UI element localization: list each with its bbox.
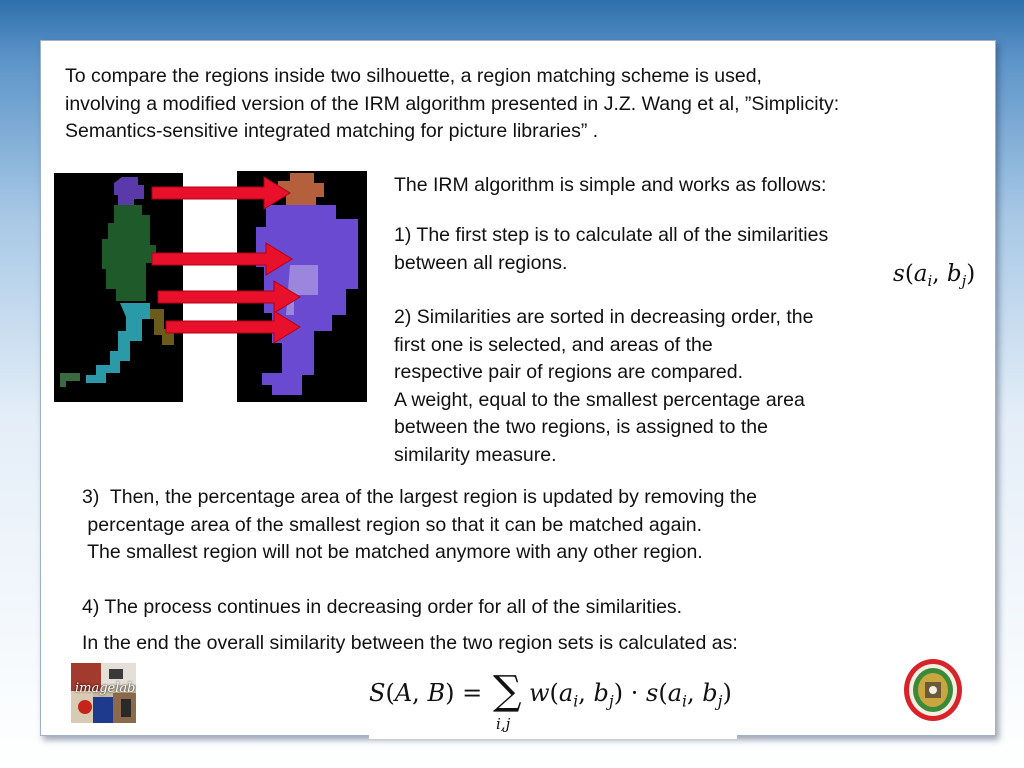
step2-line: first one is selected, and areas of the xyxy=(394,333,713,356)
intro-line: To compare the regions inside two silhouette, a region matching scheme is used, xyxy=(65,65,762,87)
step2-line: 2) Similarities are sorted in decreasing order, the xyxy=(394,306,814,328)
imagelab-logo xyxy=(71,663,136,723)
similarity-formula: $s(a_i$, $b_j$) xyxy=(893,261,976,291)
step3-line: 3) Then, the percentage area of the largest region is updated by removing the xyxy=(82,486,757,508)
conclusion-text: In the end the overall similarity between the two region sets is calculated as: xyxy=(82,632,738,654)
step1-line: 1) The first step is to calculate all of the similarities xyxy=(394,224,829,246)
slide-panel xyxy=(40,40,996,736)
sum-index: i,j xyxy=(496,715,511,733)
step2-line: between the two regions, is assigned to the xyxy=(394,416,768,438)
algorithm-heading: The IRM algorithm is simple and works as follows: xyxy=(394,174,827,196)
university-seal-icon xyxy=(903,658,963,722)
intro-line: involving a modified version of the IRM algorithm presented in J.Z. Wang et al, ”Simplicity: xyxy=(65,92,840,115)
step3-line: percentage area of the smallest region so that it can be matched again. xyxy=(82,513,703,536)
step1-line: between all regions. xyxy=(394,251,568,274)
silhouette-matching-figure xyxy=(54,169,369,405)
arrow xyxy=(166,311,300,343)
step3-line: The smallest region will not be matched anymore with any other region. xyxy=(82,541,703,563)
step4-text: 4) The process continues in decreasing order for all of the similarities. xyxy=(82,596,683,618)
sum-symbol: ∑ xyxy=(493,668,522,714)
step2-line: similarity measure. xyxy=(394,443,557,466)
imagelab-logo-text: imagelab xyxy=(75,681,136,696)
step2-line: respective pair of regions are compared. xyxy=(394,361,744,383)
intro-line: Semantics-sensitive integrated matching for picture libraries” . xyxy=(65,120,599,142)
overall-similarity-formula: S(A, B) = ∑ i,j $w(a_i$, $b_j) \cdot s(a_i$, $b_j$) xyxy=(369,669,737,739)
step2-line: A weight, equal to the smallest percentage area xyxy=(394,388,805,411)
